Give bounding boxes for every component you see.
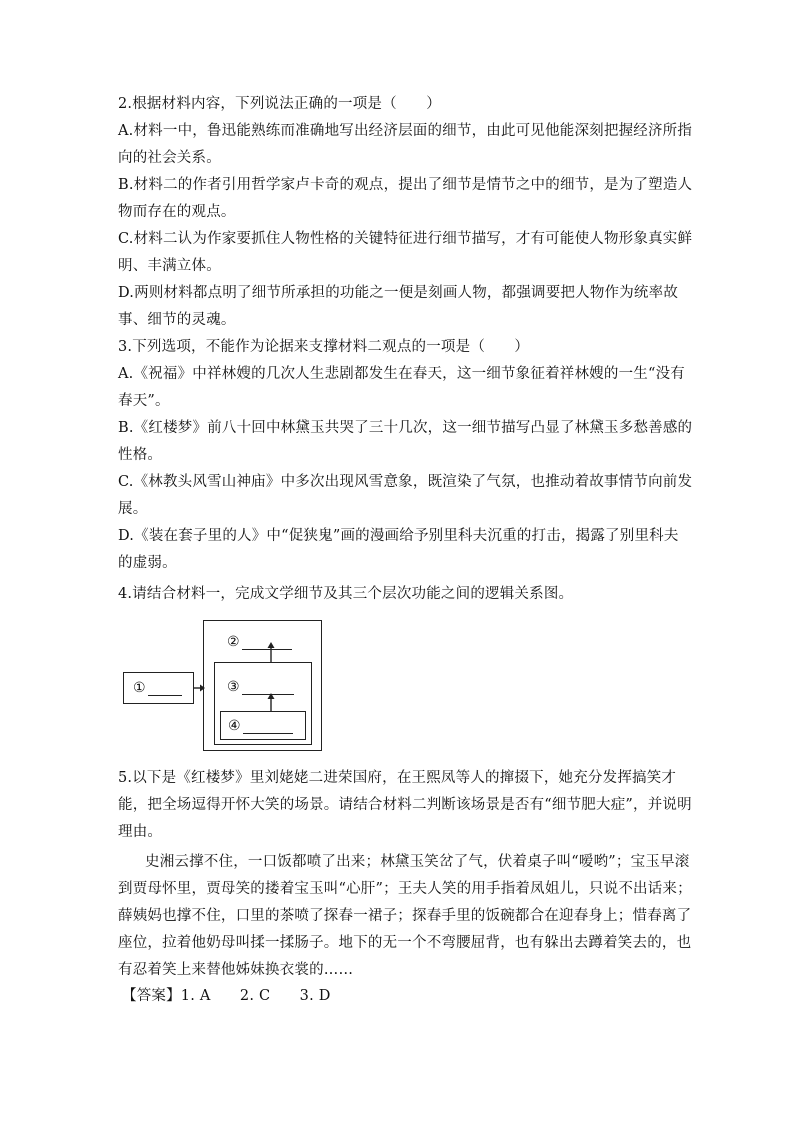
q3-stem: 3.下列选项，不能作为论据来支撑材料二观点的一项是（ ） (118, 339, 530, 355)
q5-passage-line1: 史湘云撑不住，一口饭都喷了出来；林黛玉笑岔了气，伏着桌子叫“嗳哟”；宝玉早滚 (145, 854, 690, 870)
q3-option-c-line2: 展。 (118, 501, 148, 517)
arrow-up-icon (265, 693, 277, 711)
q5-stem-line1: 5.以下是《红楼梦》里刘姥姥二进荣国府，在王熙凤等人的撺掇下，她充分发挥搞笑才 (118, 770, 677, 786)
diagram-inner-box (220, 711, 306, 740)
q3-option-b-line2: 性格。 (118, 447, 163, 463)
q2-option-b-line1: B.材料二的作者引用哲学家卢卡奇的观点，提出了细节是情节之中的细节，是为了塑造人 (118, 177, 693, 193)
q5-passage-line4: 座位，拉着他奶母叫揉一揉肠子。地下的无一个不弯腰屈背，也有躲出去蹲着笑去的，也 (118, 935, 692, 951)
q3-option-c-line1: C.《林教头风雪山神庙》中多次出现风雪意象，既渲染了气氛，也推动着故事情节向前发 (118, 474, 693, 490)
q2-option-d-line1: D.两则材料都点明了细节所承担的功能之一便是刻画人物，都强调要把人物作为统率故 (118, 285, 679, 301)
diagram-label-1: ① (133, 680, 182, 696)
q2-option-a-line2: 向的社会关系。 (118, 150, 221, 166)
answer-blank-4 (243, 720, 293, 734)
q2-option-c-line2: 明、丰满立体。 (118, 258, 221, 274)
q3-option-d-line1: D.《装在套子里的人》中“促狭鬼”画的漫画给予别里科夫沉重的打击，揭露了别里科夫 (118, 528, 679, 544)
diagram-label-2: ② (227, 634, 292, 650)
arrow-up-icon (265, 642, 277, 662)
q2-option-d-line2: 事、细节的灵魂。 (118, 312, 236, 328)
q5-passage-line5: 有忍着笑上来替他姊妹换衣裳的…… (118, 962, 354, 978)
diagram-label-4: ④ (228, 718, 293, 734)
q2-option-b-line2: 物而存在的观点。 (118, 204, 236, 220)
q5-passage-line2: 到贾母怀里，贾母笑的搂着宝玉叫“心肝”；王夫人笑的用手指着凤姐儿，只说不出话来； (118, 881, 692, 897)
q3-option-a-line1: A.《祝福》中祥林嫂的几次人生悲剧都发生在春天，这一细节象征着祥林嫂的一生“没有 (118, 366, 685, 382)
q2-stem: 2.根据材料内容，下列说法正确的一项是（ ） (118, 96, 441, 112)
q5-stem-line3: 理由。 (118, 824, 163, 840)
diagram-label-3: ③ (227, 679, 294, 695)
q3-option-d-line2: 的虚弱。 (118, 555, 177, 571)
q5-passage-line3: 薛姨妈也撑不住，口里的茶喷了探春一裙子；探春手里的饭碗都合在迎春身上；惜春离了 (118, 908, 692, 924)
answer-blank-1 (148, 682, 182, 696)
q4-stem: 4.请结合材料一，完成文学细节及其三个层次功能之间的逻辑关系图。 (118, 586, 574, 602)
q5-stem-line2: 能，把全场逗得开怀大笑的场景。请结合材料二判断该场景是否有“细节肥大症”，并说明 (118, 797, 692, 813)
q3-option-b-line1: B.《红楼梦》前八十回中林黛玉共哭了三十几次，这一细节描写凸显了林黛玉多愁善感的 (118, 420, 693, 436)
answer-key: 【答案】1. A 2. C 3. D (122, 988, 331, 1004)
diagram-box-1 (123, 672, 194, 704)
q3-option-a-line2: 春天”。 (118, 393, 170, 409)
q2-option-c-line1: C.材料二认为作家要抓住人物性格的关键特征进行细节描写，才有可能使人物形象真实鲜 (118, 231, 693, 247)
q2-option-a-line1: A.材料一中，鲁迅能熟练而准确地写出经济层面的细节，由此可见他能深刻把握经济所指 (118, 123, 693, 139)
